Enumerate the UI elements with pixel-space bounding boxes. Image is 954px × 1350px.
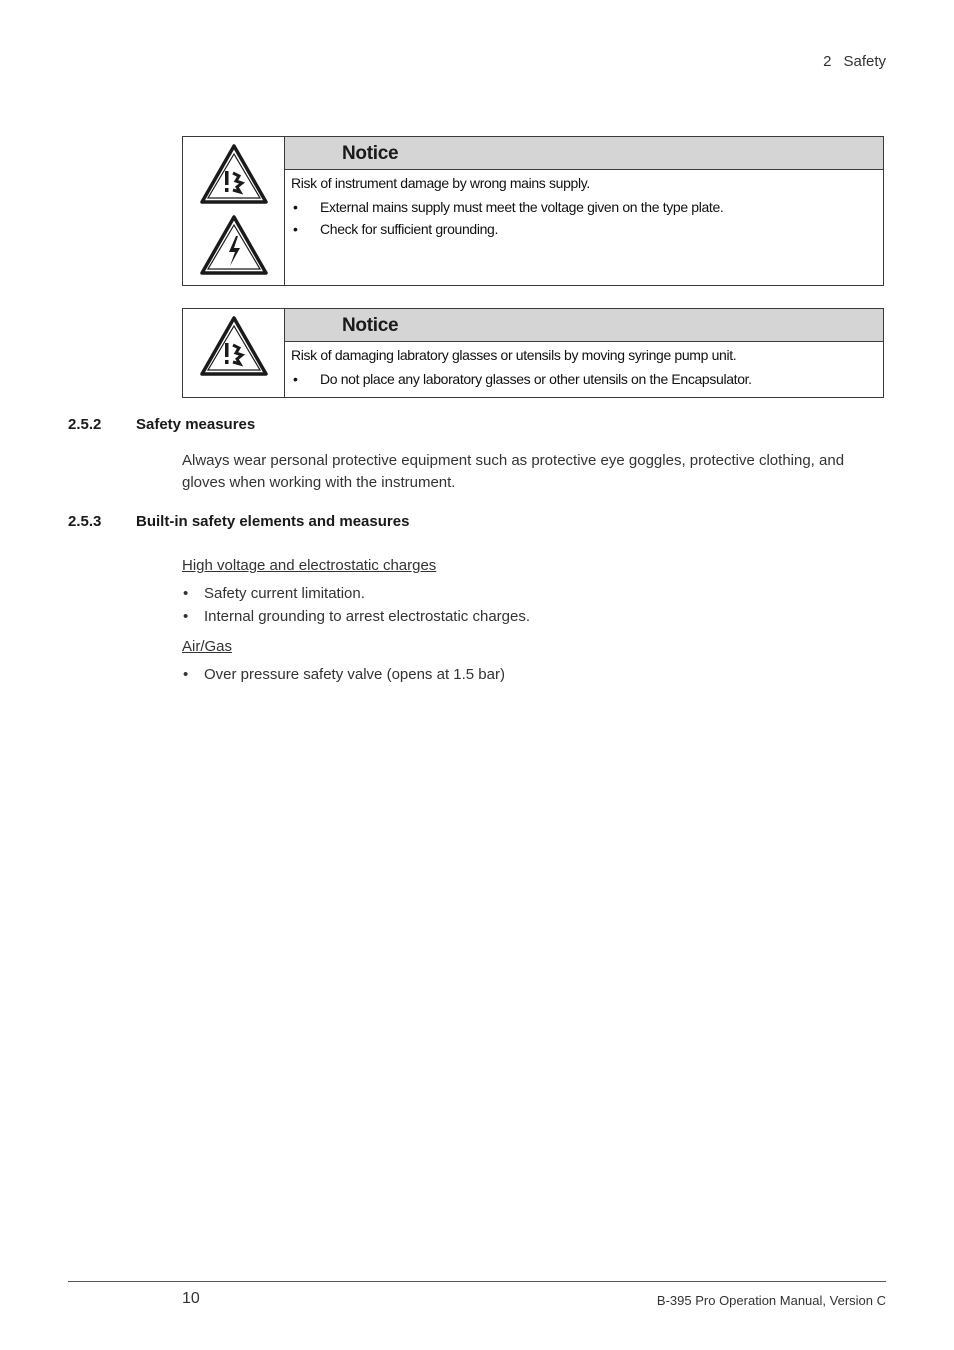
section-title: Safety measures bbox=[136, 416, 256, 433]
notice-box-mains-supply bbox=[182, 136, 884, 286]
high-voltage-list bbox=[182, 582, 530, 628]
notice-content bbox=[285, 309, 883, 397]
damage-warning-icon bbox=[199, 315, 269, 382]
notice-box-syringe-pump bbox=[182, 308, 884, 398]
section-title: Built-in safety elements and measures bbox=[136, 513, 410, 530]
notice-lead: Risk of damaging labratory glasses or utensils by moving syringe pump unit. bbox=[291, 347, 737, 363]
list-item: • Over pressure safety valve (opens at 1.5 bar) bbox=[182, 663, 505, 686]
notice-body bbox=[285, 170, 883, 243]
notice-title: Notice bbox=[285, 137, 883, 170]
notice-icon-column bbox=[183, 137, 285, 285]
list-item: • Do not place any laboratory glasses or other utensils on the Encapsulator. bbox=[291, 371, 877, 387]
notice-bullet-list bbox=[291, 371, 877, 387]
footer-divider bbox=[68, 1281, 886, 1282]
section-heading-2-5-2 bbox=[68, 416, 255, 433]
section-heading-2-5-3 bbox=[68, 513, 409, 530]
list-item: • Internal grounding to arrest electrostatic charges. bbox=[182, 605, 530, 628]
subheading-high-voltage: High voltage and electrostatic charges bbox=[182, 557, 437, 574]
running-header bbox=[760, 53, 886, 70]
notice-title: Notice bbox=[285, 309, 883, 342]
footer-doc-title: B-395 Pro Operation Manual, Version C bbox=[656, 1293, 886, 1308]
notice-icon-column bbox=[183, 309, 285, 397]
air-gas-list bbox=[182, 663, 505, 686]
header-section-number: 2 bbox=[823, 53, 832, 70]
section-number: 2.5.3 bbox=[68, 513, 102, 530]
list-item: • External mains supply must meet the voltage given on the type plate. bbox=[291, 199, 877, 215]
list-item: • Check for sufficient grounding. bbox=[291, 221, 877, 237]
notice-content bbox=[285, 137, 883, 285]
notice-bullet-list bbox=[291, 199, 877, 237]
page-number: 10 bbox=[182, 1290, 200, 1307]
safety-measures-paragraph: Always wear personal protective equipment such as protective eye goggles, protective clothing, and gloves when working with the instrument. bbox=[182, 452, 845, 491]
electrical-hazard-icon bbox=[199, 214, 269, 281]
notice-lead: Risk of instrument damage by wrong mains supply. bbox=[291, 175, 590, 191]
notice-body bbox=[285, 342, 883, 393]
list-item: • Safety current limitation. bbox=[182, 582, 530, 605]
damage-warning-icon bbox=[199, 143, 269, 210]
section-number: 2.5.2 bbox=[68, 416, 102, 433]
header-section-title: Safety bbox=[843, 53, 886, 70]
subheading-air-gas: Air/Gas bbox=[182, 638, 233, 655]
